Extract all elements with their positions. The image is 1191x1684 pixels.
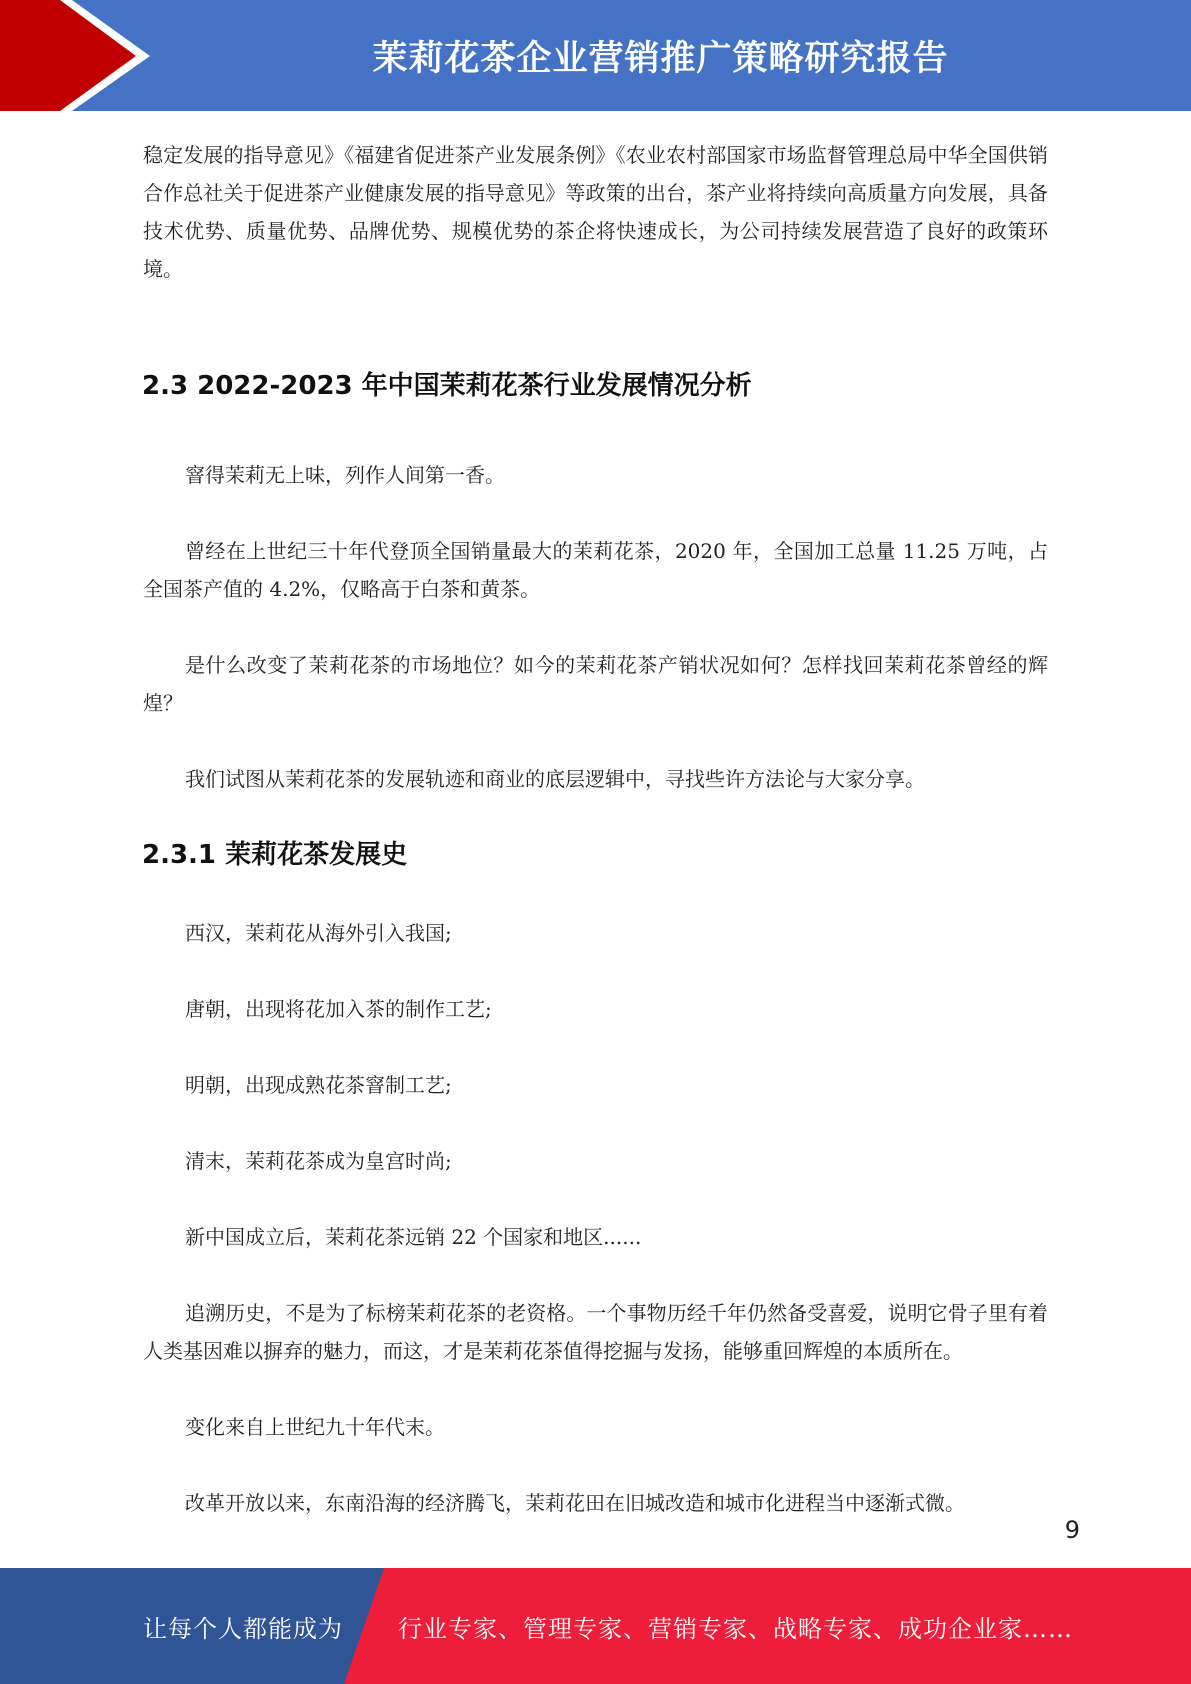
paragraph-7: 改革开放以来，东南沿海的经济腾飞，茉莉花田在旧城改造和城市化进程当中逐渐式微。 <box>185 1491 965 1515</box>
page-number: 9 <box>1064 1516 1080 1544</box>
paragraph-4: 我们试图从茉莉花茶的发展轨迹和商业的底层逻辑中，寻找些许方法论与大家分享。 <box>185 767 925 791</box>
paragraph-5: 追溯历史，不是为了标榜茉莉花茶的老资格。一个事物历经千年仍然备受喜爱，说明它骨子里有着人类基因难以摒弃的魅力，而这，才是茉莉花茶值得挖掘与发扬，能够重回辉煌的本质所在。 <box>143 1301 1048 1363</box>
section-heading: 2.3 2022-2023 年中国茉莉花茶行业发展情况分析 <box>142 371 752 401</box>
history-item: 新中国成立后，茉莉花茶远销 22 个国家和地区...... <box>185 1225 642 1249</box>
paragraph-1: 窨得茉莉无上味，列作人间第一香。 <box>185 463 505 487</box>
paragraph-3: 是什么改变了茉莉花茶的市场地位？如今的茉莉花茶产销状况如何？怎样找回茉莉花茶曾经的辉煌？ <box>143 653 1048 715</box>
paragraph-6: 变化来自上世纪九十年代末。 <box>185 1415 445 1439</box>
subsection-heading: 2.3.1 茉莉花茶发展史 <box>142 840 408 870</box>
footer-slogan-right: 行业专家、管理专家、营销专家、战略专家、成功企业家…… <box>398 1614 1073 1643</box>
report-title: 茉莉花茶企业营销推广策略研究报告 <box>372 38 949 79</box>
header-chevron-icon <box>0 0 160 111</box>
history-item: 西汉，茉莉花从海外引入我国; <box>185 921 452 945</box>
history-item: 唐朝，出现将花加入茶的制作工艺; <box>185 997 492 1021</box>
history-item: 明朝，出现成熟花茶窨制工艺; <box>185 1073 452 1097</box>
page-header <box>0 0 1191 111</box>
intro-paragraph: 稳定发展的指导意见》《福建省促进茶产业发展条例》《农业农村部国家市场监督管理总局中华全国供销合作总社关于促进茶产业健康发展的指导意见》等政策的出台，茶产业将持续向高质量方向发展，具备技术优势、质量优势、品牌优势、规模优势的茶企将快速成长，为公司持续发展营造了良好的政策环境。 <box>143 143 1048 281</box>
page-footer <box>0 1568 1191 1684</box>
history-item: 清末，茉莉花茶成为皇宫时尚; <box>185 1149 452 1173</box>
paragraph-2: 曾经在上世纪三十年代登顶全国销量最大的茉莉花茶，2020 年，全国加工总量 11.25 万吨，占全国茶产值的 4.2%，仅略高于白茶和黄茶。 <box>143 539 1048 601</box>
footer-slogan-left: 让每个人都能成为 <box>143 1614 343 1643</box>
